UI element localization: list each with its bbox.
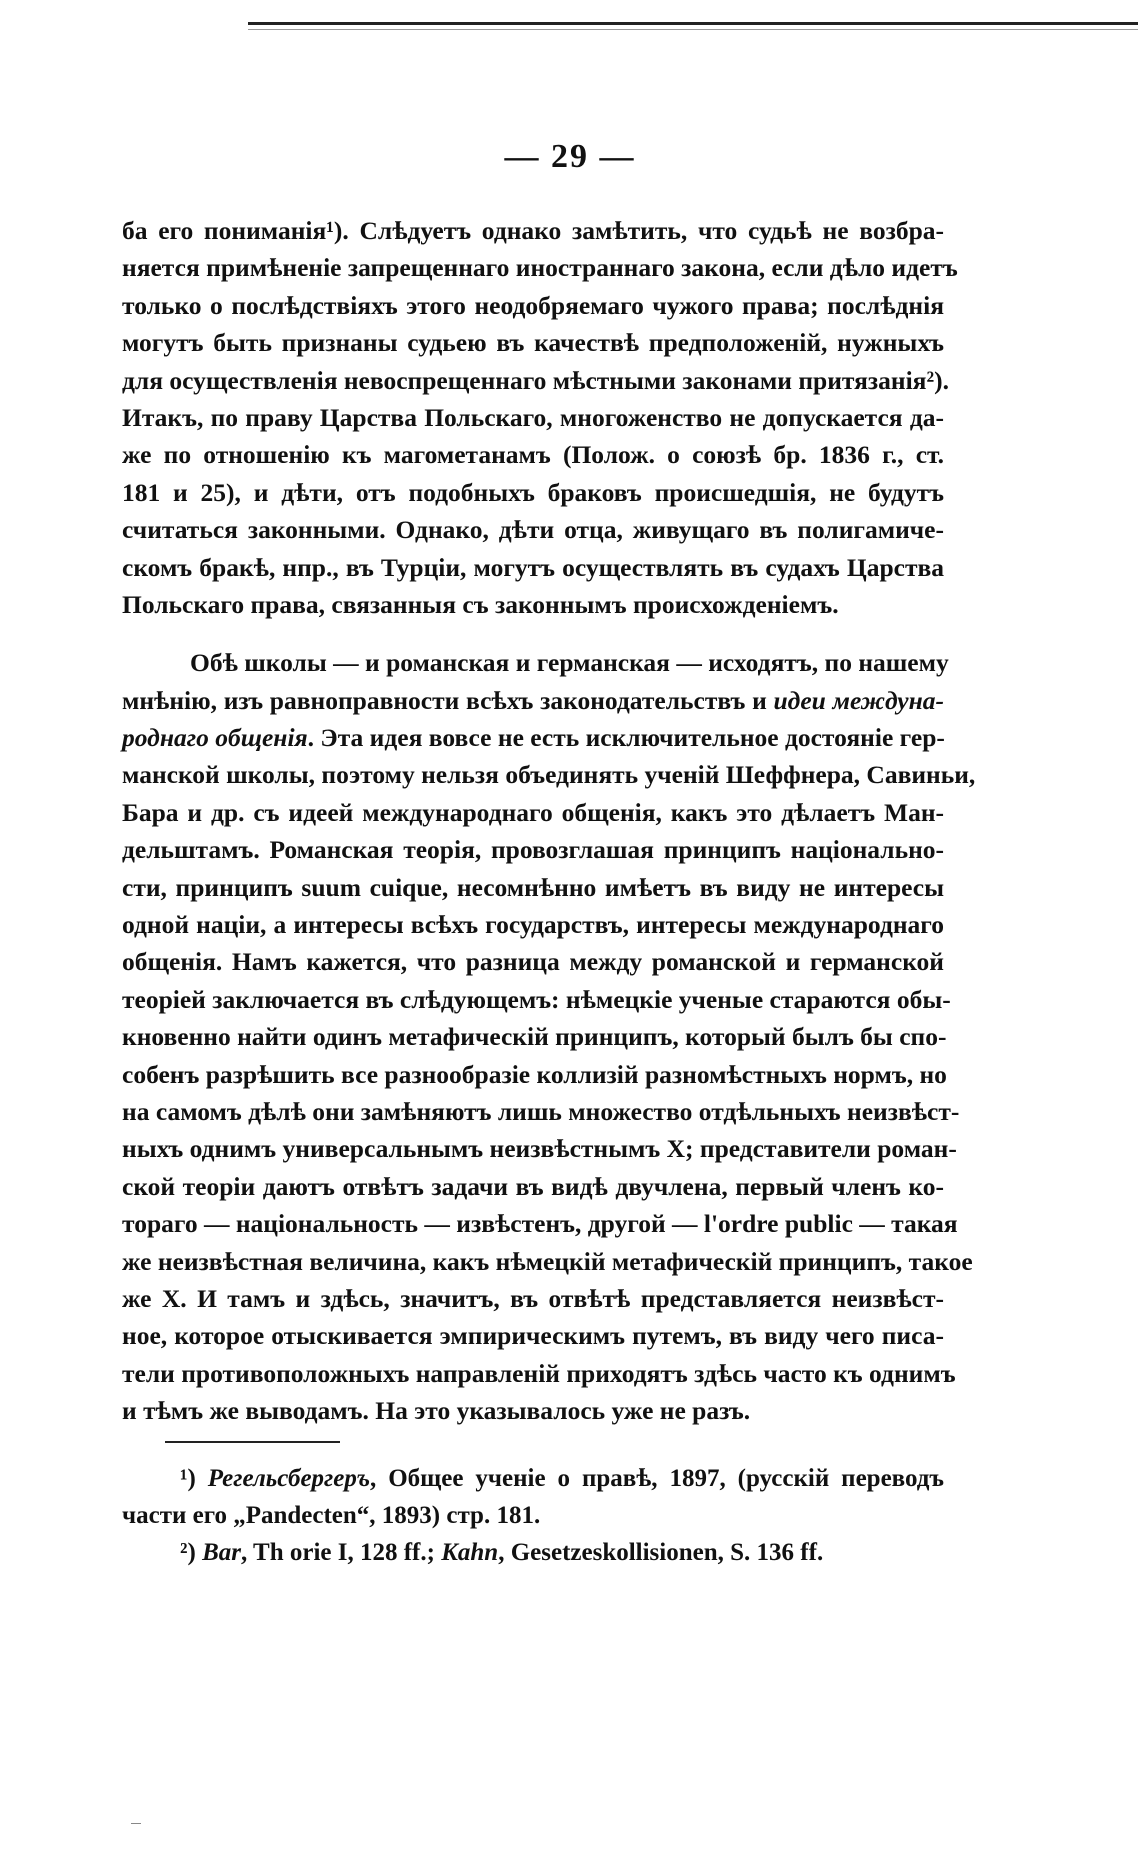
text-line: общенія. Намъ кажется, что разница между романской и германской (122, 947, 944, 977)
emphasis-text: роднаго общенія (122, 723, 308, 753)
footnote-marker: ¹) (180, 1465, 196, 1492)
text-line: теоріей заключается въ слѣдующемъ: нѣмецкіе ученые стараются обы- (122, 984, 951, 1014)
emphasis-text: идеи междуна- (773, 685, 945, 715)
text-line: на самомъ дѣлѣ они замѣняютъ лишь множество отдѣльныхъ неизвѣст- (122, 1096, 960, 1126)
text-line: Итакъ, по праву Царства Польскаго, многоженство не допускается да- (122, 402, 944, 432)
text-line: только о послѣдствіяхъ этого неодобряемаго чужого права; послѣднія (122, 290, 944, 320)
text-line: Обѣ школы — и романская и германская — исходятъ, по нашему (190, 648, 949, 678)
text-line: для осуществленія невоспрещеннаго мѣстными законами притязанія²). (122, 365, 949, 395)
footnote-2 (122, 1534, 944, 1571)
text-line: же по отношенію къ магометанамъ (Полож. о союзѣ бр. 1836 г., ст. (122, 440, 944, 470)
text-line: дельштамъ. Романская теорія, провозглашая принципъ національно- (122, 835, 944, 865)
text-fragment: мнѣнію, изъ равноправности всѣхъ законодательствъ и (122, 685, 774, 715)
text-line: манской школы, поэтому нельзя объединять ученій Шеффнера, Савиньи, (122, 760, 976, 790)
footnote-author: Регельсбергеръ (207, 1465, 371, 1492)
text-line: Бара и др. съ идеей международнаго общенія, какъ это дѣлаетъ Ман- (122, 797, 944, 827)
text-line: ской теоріи даютъ отвѣтъ задачи въ видѣ двучлена, первый членъ ко- (122, 1171, 944, 1201)
text-line: сти, принципъ suum cuique, несомнѣнно имѣетъ въ виду не интересы (122, 872, 944, 902)
top-rule-thin (248, 29, 1138, 30)
text-line: ное, которое отыскивается эмпирическимъ путемъ, въ виду чего писа- (122, 1321, 944, 1351)
text-line: тели противоположныхъ направленій приходятъ здѣсь часто къ однимъ (122, 1358, 956, 1388)
text-line: скомъ бракѣ, нпр., въ Турціи, могутъ осуществлять въ судахъ Царства (122, 552, 944, 582)
text-fragment: . Эта идея вовсе не есть исключительное достояніе гер- (307, 723, 945, 753)
text-line: считаться законными. Однако, дѣти отца, живущаго въ полигамиче- (122, 515, 944, 545)
text-line: ныхъ однимъ универсальнымъ неизвѣстнымъ X; представители роман- (122, 1134, 957, 1164)
text-line (122, 682, 944, 719)
footnote-text: , Th orie I, 128 ff.; (240, 1539, 442, 1566)
text-line: няется примѣненіе запрещеннаго иностраннаго закона, если дѣло идетъ (122, 253, 958, 283)
footnote-text: , Общее ученіе о правѣ, 1897, (русскій переводъ (370, 1465, 945, 1492)
footnote-marker: ²) (180, 1539, 196, 1566)
text-line: могутъ быть признаны судьею въ качествѣ предположеній, нужныхъ (122, 328, 944, 358)
scan-mark (131, 1823, 141, 1824)
text-line: 181 и 25), и дѣти, отъ подобныхъ браковъ происшедшія, не будутъ (122, 477, 944, 507)
page-number: — 29 — (504, 138, 636, 175)
text-line: же неизвѣстная величина, какъ нѣмецкій метафическій принципъ, такое (122, 1246, 973, 1276)
main-text (122, 212, 976, 1430)
paragraph-2 (122, 644, 976, 1429)
footnote-separator (165, 1441, 340, 1443)
text-line: же X. И тамъ и здѣсь, значитъ, въ отвѣтѣ представляется неизвѣст- (122, 1283, 944, 1313)
text-line (122, 719, 944, 756)
text-line: собенъ разрѣшить все разнообразіе коллизій разномѣстныхъ нормъ, но (122, 1059, 947, 1089)
text-line: кновенно найти одинъ метафическій принципъ, который былъ бы спо- (122, 1022, 947, 1052)
footnote-author: Kahn (441, 1539, 499, 1566)
text-line: тораго — національность — извѣстенъ, другой — l'ordre public — такая (122, 1209, 958, 1239)
footnote-author: Bar (202, 1539, 241, 1566)
text-line: ба его пониманія¹). Слѣдуетъ однако замѣтить, что судьѣ не возбра- (122, 216, 944, 245)
footnote-1-continuation: части его „Pandecten“, 1893) стр. 181. (122, 1502, 541, 1529)
footnotes (122, 1460, 944, 1571)
text-line: одной націи, а интересы всѣхъ государствъ, интересы международнаго (122, 910, 944, 940)
top-rule (248, 22, 1138, 25)
footnote-text: , Gesetzeskollisionen, S. 136 ff. (498, 1539, 824, 1566)
paragraph-1 (122, 212, 958, 623)
text-line: и тѣмъ же выводамъ. На это указывалось уже не разъ. (122, 1396, 751, 1426)
footnote-1 (122, 1460, 944, 1497)
text-line: Польскаго права, связанныя съ законнымъ происхожденіемъ. (122, 589, 839, 619)
